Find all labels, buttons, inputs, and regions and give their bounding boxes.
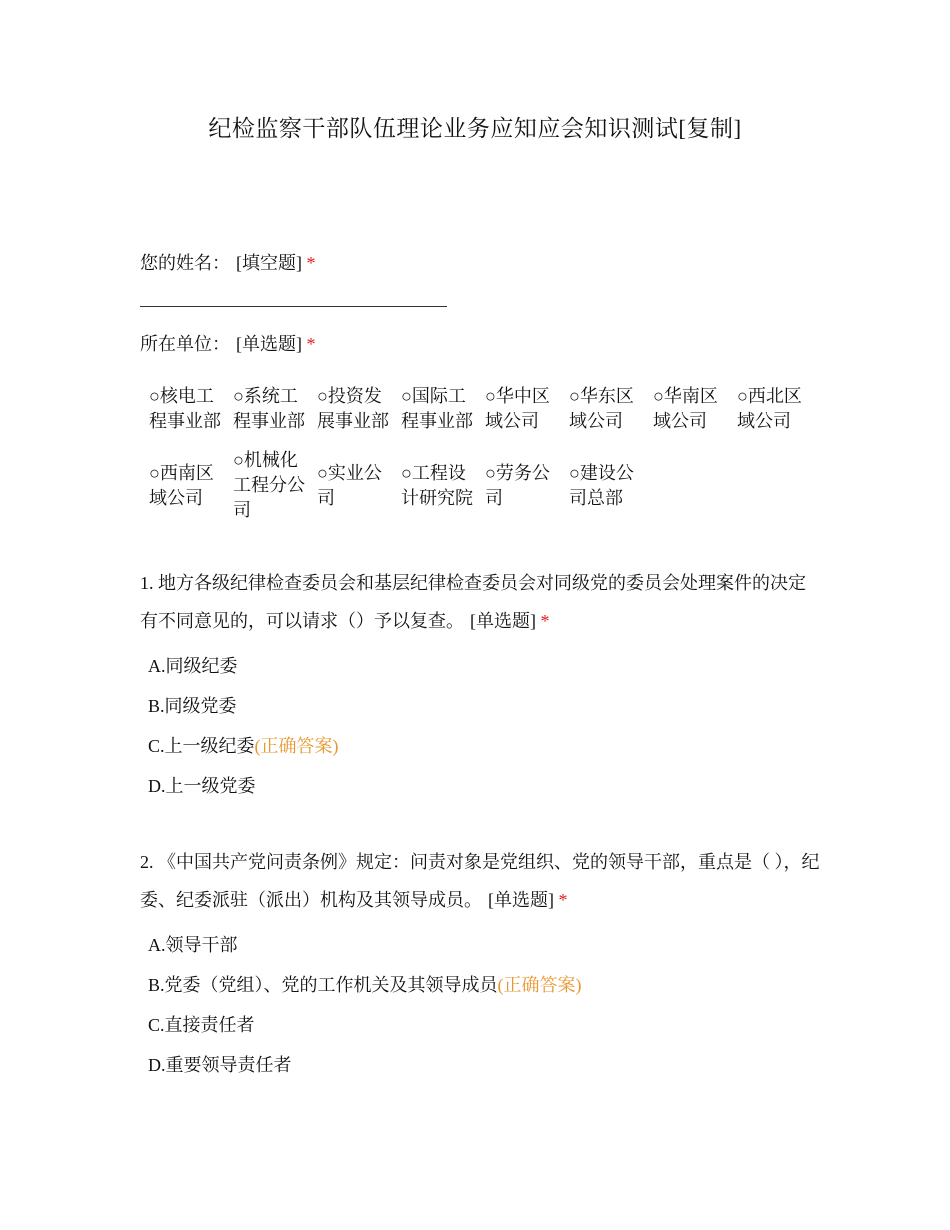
unit-option-label: 华中区域公司	[485, 385, 550, 431]
unit-option-label: 劳务公司	[485, 462, 550, 508]
radio-icon: ○	[149, 385, 160, 406]
radio-icon: ○	[485, 385, 496, 406]
required-mark: *	[558, 890, 568, 910]
radio-icon: ○	[737, 385, 748, 406]
unit-option[interactable]	[480, 370, 564, 447]
name-question	[140, 252, 316, 274]
unit-option[interactable]	[564, 370, 648, 447]
unit-option-label: 机械化工程分公司	[233, 450, 305, 520]
radio-icon: ○	[401, 462, 412, 483]
option-label: B.同级党委	[148, 696, 237, 716]
option-label: D.重要领导责任者	[148, 1055, 292, 1075]
question-1-options	[148, 646, 339, 806]
option-d[interactable]	[148, 766, 339, 806]
unit-option-label: 工程设计研究院	[401, 462, 473, 508]
option-c[interactable]	[148, 726, 339, 766]
option-c[interactable]	[148, 1005, 582, 1045]
question-2	[140, 843, 820, 919]
option-label: C.上一级纪委	[148, 736, 255, 756]
unit-option[interactable]	[228, 370, 312, 447]
option-label: A.领导干部	[148, 935, 238, 955]
option-label: B.党委（党组）、党的工作机关及其领导成员	[148, 975, 498, 995]
option-b[interactable]	[148, 686, 339, 726]
radio-icon: ○	[317, 462, 328, 483]
unit-option-label: 国际工程事业部	[401, 385, 473, 431]
option-label: A.同级纪委	[148, 656, 238, 676]
option-d[interactable]	[148, 1045, 582, 1085]
unit-option[interactable]	[396, 370, 480, 447]
unit-option[interactable]	[312, 447, 396, 524]
option-label: C.直接责任者	[148, 1015, 255, 1035]
unit-option-label: 西北区域公司	[737, 385, 802, 431]
name-question-label: 您的姓名：	[140, 253, 230, 273]
question-text: 1. 地方各级纪律检查委员会和基层纪律检查委员会对同级党的委员会处理案件的决定有不同意见的，可以请求（）予以复查。	[140, 573, 806, 631]
question-type: [单选题]	[470, 611, 536, 631]
question-text: 2. 《中国共产党问责条例》规定：问责对象是党组织、党的领导干部，重点是（ ），纪委、纪委派驻（派出）机构及其领导成员。	[140, 852, 820, 910]
survey-title: 纪检监察干部队伍理论业务应知应会知识测试[复制]	[208, 116, 742, 141]
unit-option[interactable]	[144, 447, 228, 524]
radio-icon: ○	[149, 462, 160, 483]
unit-option-label: 华南区域公司	[653, 385, 718, 431]
question-type: [单选题]	[236, 334, 302, 354]
unit-option[interactable]	[144, 370, 228, 447]
unit-option-label: 西南区域公司	[149, 462, 214, 508]
unit-option[interactable]	[480, 447, 564, 524]
option-a[interactable]	[148, 646, 339, 686]
question-1	[140, 564, 820, 640]
unit-option[interactable]	[396, 447, 480, 524]
required-mark: *	[306, 253, 316, 273]
unit-option[interactable]	[228, 447, 312, 524]
unit-option-label: 建设公司总部	[569, 462, 634, 508]
unit-question-label: 所在单位：	[140, 334, 230, 354]
radio-icon: ○	[653, 385, 664, 406]
unit-option[interactable]	[648, 370, 732, 447]
option-a[interactable]	[148, 925, 582, 965]
required-mark: *	[306, 334, 316, 354]
unit-question	[140, 333, 316, 355]
question-2-options	[148, 925, 582, 1085]
question-type: [填空题]	[236, 253, 302, 273]
option-b[interactable]	[148, 965, 582, 1005]
question-type: [单选题]	[488, 890, 554, 910]
radio-icon: ○	[485, 462, 496, 483]
correct-answer-mark: (正确答案)	[254, 736, 339, 756]
unit-option-label: 华东区域公司	[569, 385, 634, 431]
unit-option-label: 实业公司	[317, 462, 382, 508]
option-label: D.上一级党委	[148, 776, 256, 796]
radio-icon: ○	[569, 385, 580, 406]
radio-icon: ○	[569, 462, 580, 483]
radio-icon: ○	[233, 450, 244, 470]
unit-option-label: 投资发展事业部	[317, 385, 389, 431]
required-mark: *	[540, 611, 550, 631]
radio-icon: ○	[317, 385, 328, 406]
unit-option-label: 系统工程事业部	[233, 385, 305, 431]
correct-answer-mark: (正确答案)	[497, 975, 582, 995]
unit-option-label: 核电工程事业部	[149, 385, 221, 431]
name-input-line[interactable]	[140, 306, 447, 307]
unit-option[interactable]	[312, 370, 396, 447]
unit-option[interactable]	[732, 370, 816, 447]
radio-icon: ○	[233, 385, 244, 406]
unit-option[interactable]	[564, 447, 648, 524]
unit-options-grid	[144, 370, 824, 524]
radio-icon: ○	[401, 385, 412, 406]
